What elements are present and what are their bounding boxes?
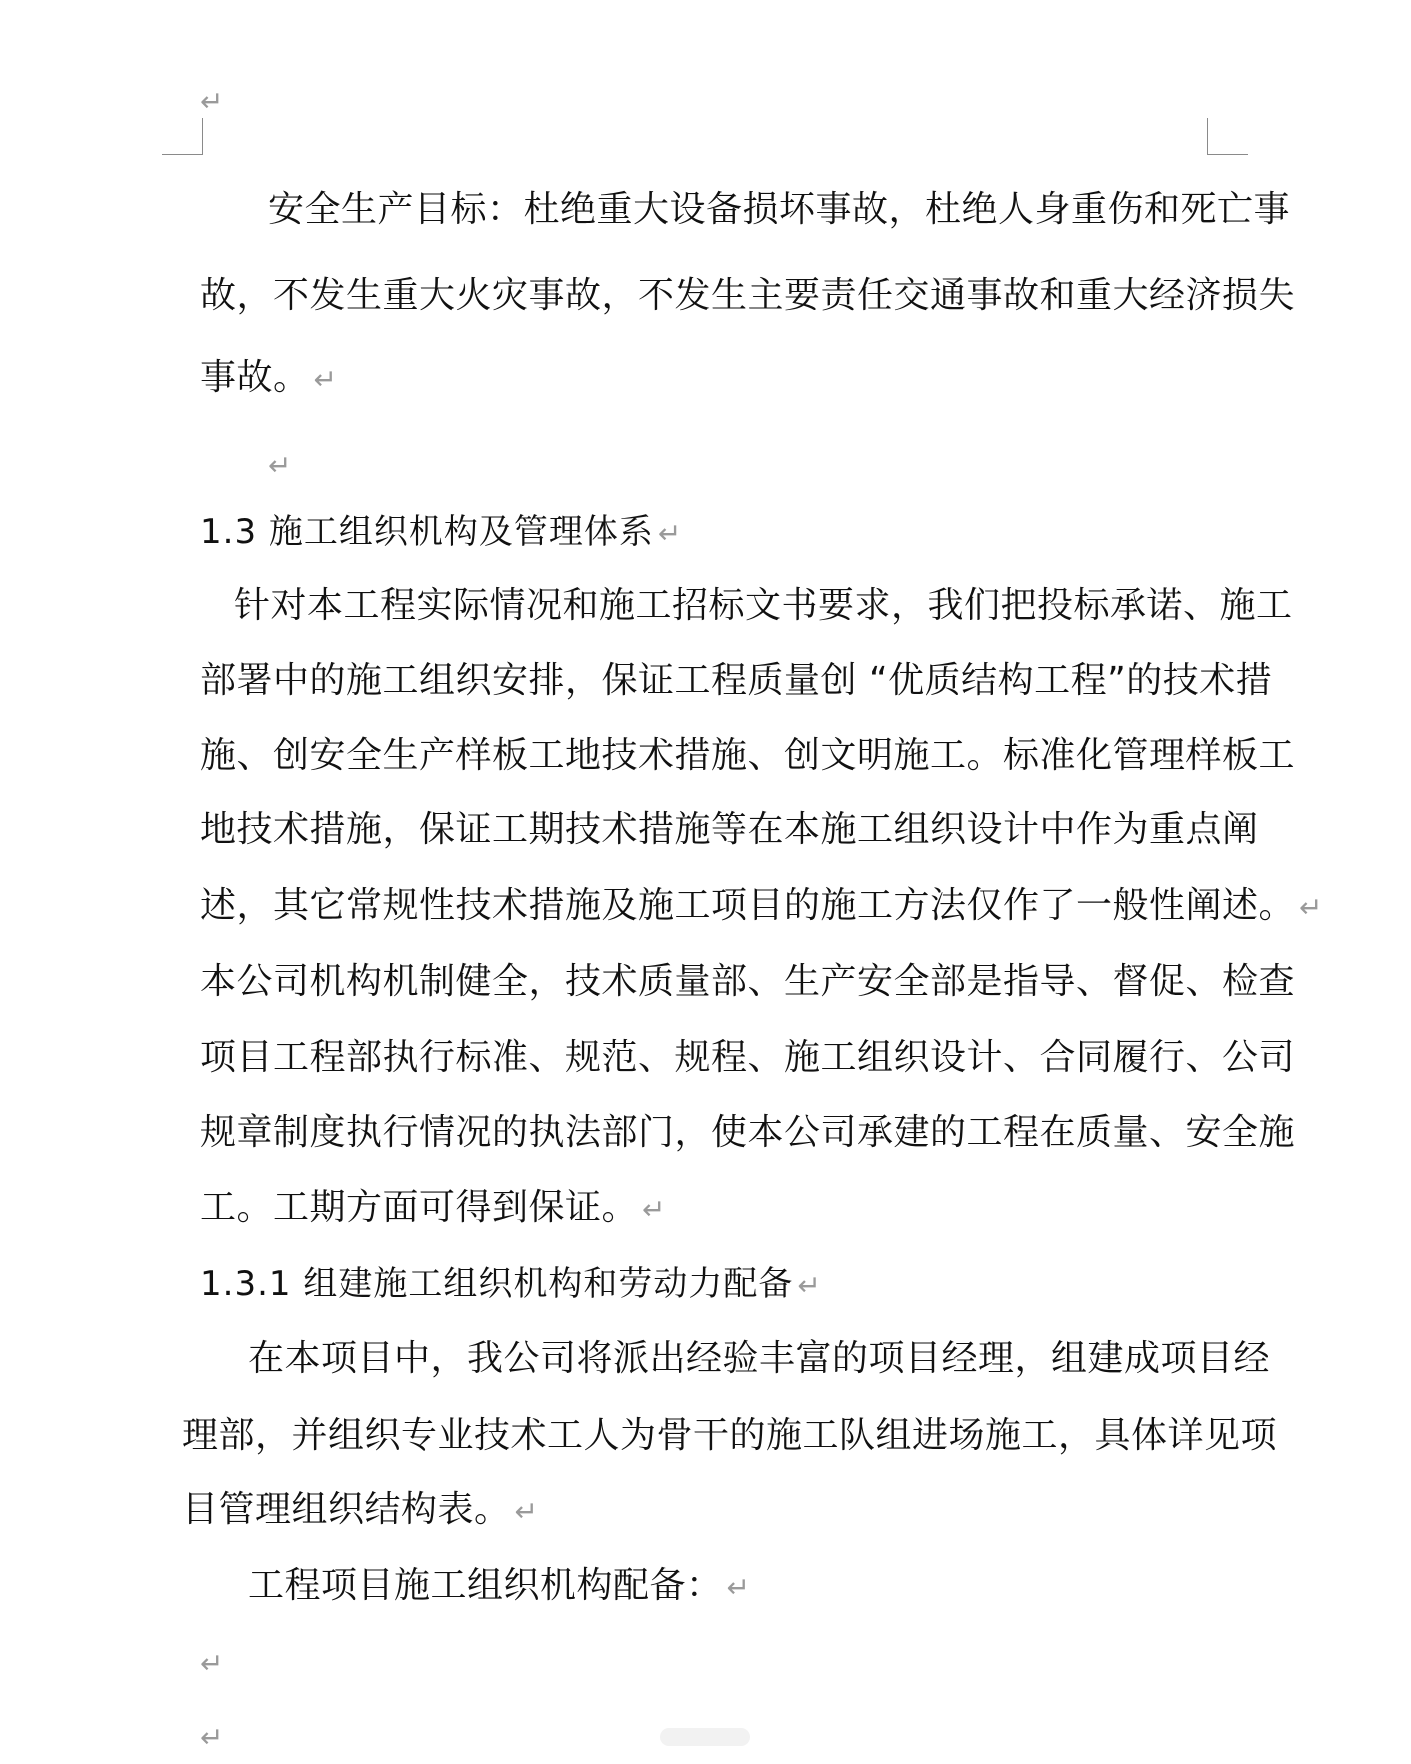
text-line: 述，其它常规性技术措施及施工项目的施工方法仅作了一般性阐述。 ↵ <box>200 885 1323 926</box>
text-line: 地技术措施，保证工期技术措施等在本施工组织设计中作为重点阐 <box>200 809 1259 850</box>
text-line: 在本项目中，我公司将派出经验丰富的项目经理，组建成项目经 <box>248 1338 1271 1379</box>
paragraph-mark-icon: ↵ <box>313 363 338 396</box>
text-line: 项目工程部执行标准、规范、规程、施工组织设计、合同履行、公司 <box>200 1037 1296 1078</box>
margin-corner-top-left <box>162 118 203 155</box>
text-line: 安全生产目标：杜绝重大设备损坏事故，杜绝人身重伤和死亡事 <box>268 189 1291 230</box>
text-line: 工程项目施工组织机构配备： ↵ <box>248 1565 751 1606</box>
text-line: 部署中的施工组织安排，保证工程质量创 “优质结构工程”的技术措 <box>200 660 1273 701</box>
paragraph-mark-icon: ↵ <box>514 1495 539 1528</box>
margin-corner-top-right <box>1207 118 1248 155</box>
paragraph-mark-icon: ↵ <box>642 1193 666 1226</box>
paragraph-mark-icon: ↵ <box>1299 891 1323 924</box>
text-line: 本公司机构机制健全，技术质量部、生产安全部是指导、督促、检查 <box>200 961 1296 1002</box>
text-line: 规章制度执行情况的执法部门，使本公司承建的工程在质量、安全施 <box>200 1112 1296 1153</box>
paragraph-mark-icon: ↵ <box>726 1571 751 1604</box>
text-line: 目管理组织结构表。 ↵ <box>182 1489 539 1530</box>
paragraph-mark-icon: ↵ <box>657 517 683 550</box>
paragraph-mark-icon: ↵ <box>200 1721 224 1754</box>
footer-watermark <box>660 1728 750 1746</box>
section-heading: 1.3.1 组建施工组织机构和劳动力配备 ↵ <box>200 1264 822 1304</box>
paragraph-mark-icon: ↵ <box>200 85 224 118</box>
section-heading: 1.3 施工组织机构及管理体系 ↵ <box>200 512 683 552</box>
text-line: 事故。 ↵ <box>200 357 338 398</box>
paragraph-mark-icon: ↵ <box>200 1647 224 1680</box>
text-line: 施、创安全生产样板工地技术措施、创文明施工。标准化管理样板工 <box>200 735 1296 776</box>
text-line: 针对本工程实际情况和施工招标文书要求，我们把投标承诺、施工 <box>234 585 1293 626</box>
paragraph-mark-icon: ↵ <box>797 1269 822 1302</box>
text-line: 理部，并组织专业技术工人为骨干的施工队组进场施工，具体详见项 <box>182 1415 1278 1456</box>
text-line: 故，不发生重大火灾事故，不发生主要责任交通事故和重大经济损失 <box>200 275 1296 316</box>
text-line: 工。工期方面可得到保证。 ↵ <box>200 1187 666 1228</box>
paragraph-mark-icon: ↵ <box>268 449 292 482</box>
